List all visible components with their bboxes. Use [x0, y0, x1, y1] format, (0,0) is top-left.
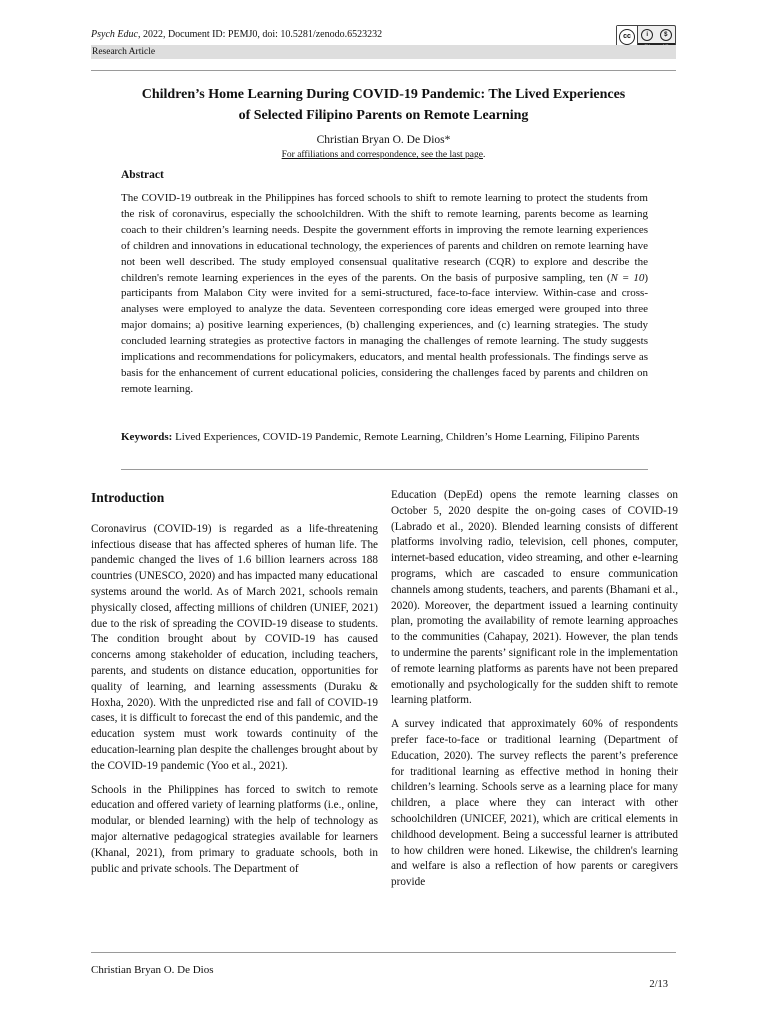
abstract-divider	[121, 469, 648, 470]
title-line-2: of Selected Filipino Parents on Remote Learning	[238, 108, 529, 123]
paragraph: A survey indicated that approximately 60% of respondents prefer face-to-face or traditional learning (Department of Education, 2020). The survey reflects the parent’s preference for traditional learning as effective method in honing their children’s learning. Schools serve as a learning place for many children, a place where they can interact with other schoolchildren (UNICEF, 2021), which are critical elements in childhood development. Being a successful learner is attributed to how children were honed. Likewise, the children's learning and welfare is also a reflection of how parents or caregivers provide	[391, 718, 678, 889]
left-column	[91, 488, 378, 885]
footer-author: Christian Bryan O. De Dios	[91, 964, 214, 976]
noncommercial-icon: $	[660, 29, 672, 41]
footer-divider	[91, 952, 676, 953]
page-header	[91, 25, 676, 45]
attribution-icon: i	[641, 29, 653, 41]
right-column	[391, 488, 678, 899]
journal-name: Psych Educ	[91, 29, 138, 40]
paragraph: Education (DepEd) opens the remote learning classes on October 5, 2020 despite the on-going cases of COVID-19 (Labrado et al., 2020). Blended learning consists of different platforms involving radio, television, cell phones, computer, internet-based education, video streaming, and other e-learning programs, which are cascaded to ensure communication channels among students, teachers, and parents (Bhamani et al., 2020). Moreover, the department issued a learning continuity plan, promoting the availability of remote learning approaches to the communities (Cahapay, 2021). However, the plan tends to undermine the parents’ significant role in the implementation of remote learning platforms as parents have not been prepared emotionally and psychologically for the sudden shift to remote learning platform.	[391, 489, 678, 707]
keywords-list: Lived Experiences, COVID-19 Pandemic, Remote Learning, Children’s Home Learning, Filipino Parents	[172, 431, 640, 443]
keywords	[121, 429, 648, 445]
affiliation-link[interactable]: For affiliations and correspondence, see the last page	[281, 150, 483, 160]
paragraph: Coronavirus (COVID-19) is regarded as a life-threatening infectious disease that has affected spheres of human life. The pandemic changed the lives of 1.6 billion learners across 188 countries (UNESCO, 2020) and has impacted many educational systems around the world. As of March 2021, schools remain physically closed, affecting millions of children (UNIEF, 2021) due to the risk of spreading the COVID-19 disease to students. The condition brought about by COVID-19 has caused concerns among stakeholder of education, including teachers, parents, and students on distance education, opportunities for quality of learning, and learning assessments (Duraku & Hoxha, 2020). With the unpredicted rise and fall of COVID-19 cases, it is difficult to forecast the end of this pandemic, and the education system must work towards continuity of the education-learning plan despite the challenges brought about by the COVID-19 pandemic (Yoo et al., 2021).	[91, 522, 378, 772]
header-divider	[91, 70, 676, 71]
paragraph: Schools in the Philippines has forced to switch to remote education and offered variety of learning platforms (i.e., online, modular, or blended learning) with the help of technology as major alternative pedagogical strategies available for learners (Khanal, 2021), from primary to graduate schools, both in public and private schools. The Department of	[91, 783, 378, 875]
abstract-heading: Abstract	[121, 169, 164, 181]
article-type-bar: Research Article	[91, 45, 676, 59]
sample-size: N = 10	[610, 271, 645, 284]
introduction-heading: Introduction	[91, 490, 165, 505]
abstract-text-2: ) participants from Malabon City were invited for a semi-structured, face-to-face interview. Within-case and cross-analyses were employed to analyze the data. Seventeen corresponding core ideas emerged were grouped into three major domains; a) positive learning experiences, (b) challenging experiences, and (c) learning strategies. The study concluded learning strategies as protective factors in managing the challenges of remote learning. The study suggests implications and recommendations for policymakers, educators, and mental health professionals. The findings serve as basis for the enhancement of current educational policies, considering the challenges faced by parents and children on remote learning.	[121, 271, 649, 395]
keywords-label: Keywords:	[121, 431, 173, 443]
cc-icon: cc	[619, 29, 635, 45]
abstract-body	[121, 191, 648, 398]
journal-citation	[91, 29, 382, 40]
page-number: 2/13	[649, 979, 668, 990]
abstract-text-1: The COVID-19 outbreak in the Philippines has forced schools to shift to remote learning to protect the students from the risk of coronavirus, especially the schoolchildren. With the shift to remote learning, parents become as learning coach to their children’s learning needs. Despite the government efforts in improving the remote learning experiences of children and innovations in educational technology, the experiences of parents and children on remote learning have not been well described. The study employed consensual qualitative research (CQR) to explore and describe the children's remote learning experiences in the eyes of the parents. On the basis of purposive sampling, ten (	[121, 192, 648, 284]
citation-details: , 2022, Document ID: PEMJ0, doi: 10.5281/zenodo.6523232	[137, 29, 383, 40]
article-title	[91, 84, 676, 126]
author-name: Christian Bryan O. De Dios*	[316, 134, 451, 146]
title-line-1: Children’s Home Learning During COVID-19 Pandemic: The Lived Experiences	[141, 87, 626, 102]
affiliation-note: For affiliations and correspondence, see the last page.	[281, 150, 486, 160]
